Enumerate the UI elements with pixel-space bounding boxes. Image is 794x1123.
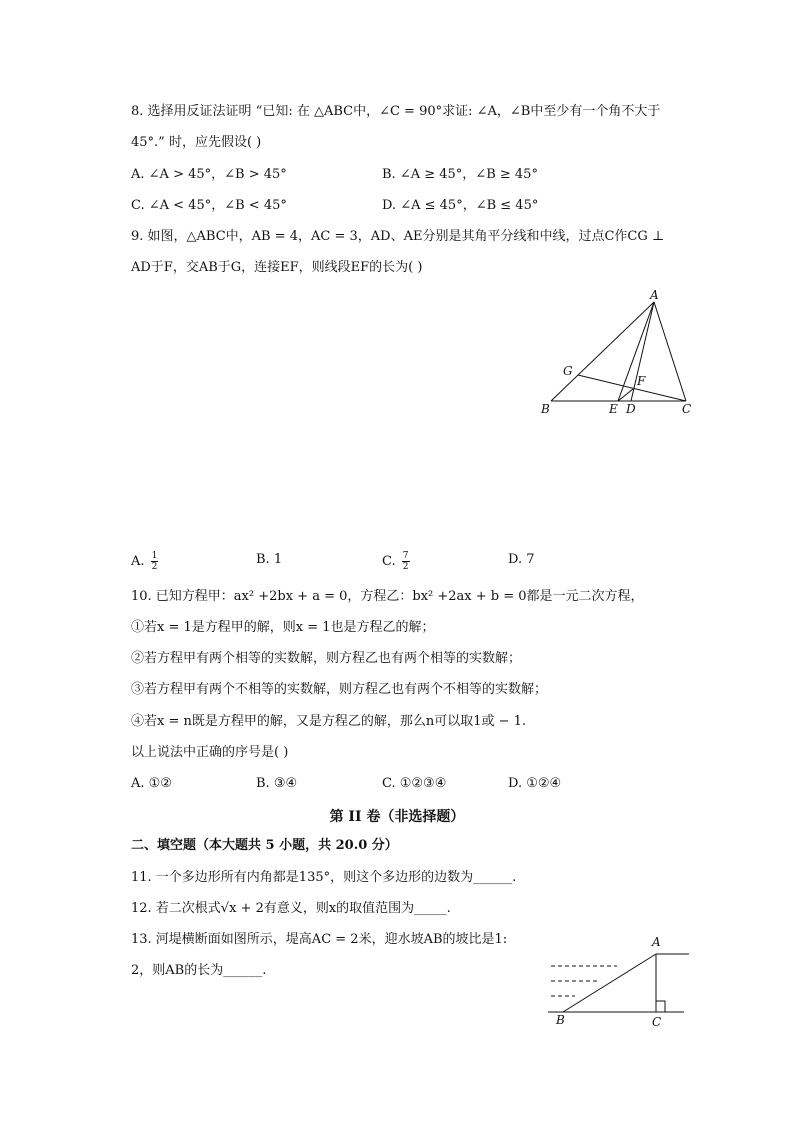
- q9-label-a: A: [650, 288, 659, 302]
- section-2-heading: 二、填空题（本大题共 5 小题，共 20.0 分）: [131, 838, 398, 853]
- q9-option-a[interactable]: [131, 551, 158, 572]
- q8-stem-line2: 45°.” 时，应先假设( ): [131, 135, 262, 150]
- q9-option-a-prefix: A.: [131, 554, 145, 569]
- q9-option-d[interactable]: D. 7: [508, 552, 535, 567]
- q9-option-c[interactable]: [382, 551, 410, 572]
- q9-option-c-denominator: 2: [402, 562, 409, 572]
- q9-option-a-denominator: 2: [151, 562, 158, 572]
- q9-option-a-fraction: [151, 551, 159, 572]
- q9-label-d: D: [626, 402, 636, 416]
- q9-label-e: E: [609, 402, 618, 416]
- q9-option-c-numerator: 7: [402, 551, 409, 561]
- q10-statement-1: ①若x = 1是方程甲的解，则x = 1也是方程乙的解；: [131, 620, 435, 635]
- q13-label-a: A: [652, 935, 661, 949]
- q10-statement-3: ③若方程甲有两个不相等的实数解，则方程乙也有两个不相等的实数解；: [131, 682, 548, 697]
- q12-text: 12. 若二次根式√x + 2有意义，则x的取值范围为_____.: [131, 901, 451, 916]
- q8-option-b[interactable]: B. ∠A ≥ 45°，∠B ≥ 45°: [382, 167, 538, 182]
- q10-option-a[interactable]: A. ①②: [131, 776, 172, 791]
- q10-option-d[interactable]: D. ①②④: [508, 776, 562, 791]
- q9-label-f: F: [637, 374, 646, 388]
- q10-statement-4: ④若x = n既是方程甲的解，又是方程乙的解，那么n可以取1或 − 1.: [131, 714, 527, 729]
- q13-label-c: C: [652, 1015, 662, 1029]
- q8-option-d[interactable]: D. ∠A ≤ 45°，∠B ≤ 45°: [382, 198, 539, 213]
- q13-stem-line2: 2，则AB的长为______.: [131, 963, 267, 978]
- q13-stem-line1: 13. 河堤横断面如图所示，堤高AC = 2米，迎水坡AB的坡比是1:: [131, 932, 508, 947]
- q10-statement-2: ②若方程甲有两个相等的实数解，则方程乙也有两个相等的实数解；: [131, 651, 522, 666]
- q10-question: 以上说法中正确的序号是( ): [131, 745, 289, 760]
- q10-stem-line1: 10. 已知方程甲：ax² +2bx + a = 0，方程乙：bx² +2ax + b = 0都是一元二次方程，: [131, 589, 644, 604]
- q9-option-b[interactable]: B. 1: [256, 552, 283, 567]
- q9-label-b: B: [541, 402, 550, 416]
- q9-option-a-numerator: 1: [151, 551, 158, 561]
- q9-option-c-fraction: [402, 551, 410, 572]
- q9-label-c: C: [682, 402, 692, 416]
- q8-stem-line1: 8. 选择用反证法证明 “已知: 在 △ABC中，∠C = 90°求证: ∠A，∠B中至少有一个角不大于: [131, 104, 661, 119]
- q8-option-c[interactable]: C. ∠A < 45°，∠B < 45°: [131, 198, 287, 213]
- q9-option-c-prefix: C.: [382, 554, 396, 569]
- q10-option-c[interactable]: C. ①②③④: [382, 776, 447, 791]
- section-2-title: 第 II 卷（非选择题）: [329, 809, 465, 825]
- q9-stem-line2: AD于F，交AB于G，连接EF，则线段EF的长为( ): [131, 260, 423, 275]
- q8-option-a[interactable]: A. ∠A > 45°，∠B > 45°: [131, 167, 287, 182]
- q10-option-b[interactable]: B. ③④: [256, 776, 298, 791]
- q13-label-b: B: [556, 1013, 565, 1027]
- q9-label-g: G: [563, 364, 573, 378]
- q9-stem-line1: 9. 如图，△ABC中，AB = 4，AC = 3，AD、AE分别是其角平分线和中线，过点C作CG ⊥: [131, 229, 665, 244]
- q11-text: 11. 一个多边形所有内角都是135°，则这个多边形的边数为______.: [131, 870, 517, 885]
